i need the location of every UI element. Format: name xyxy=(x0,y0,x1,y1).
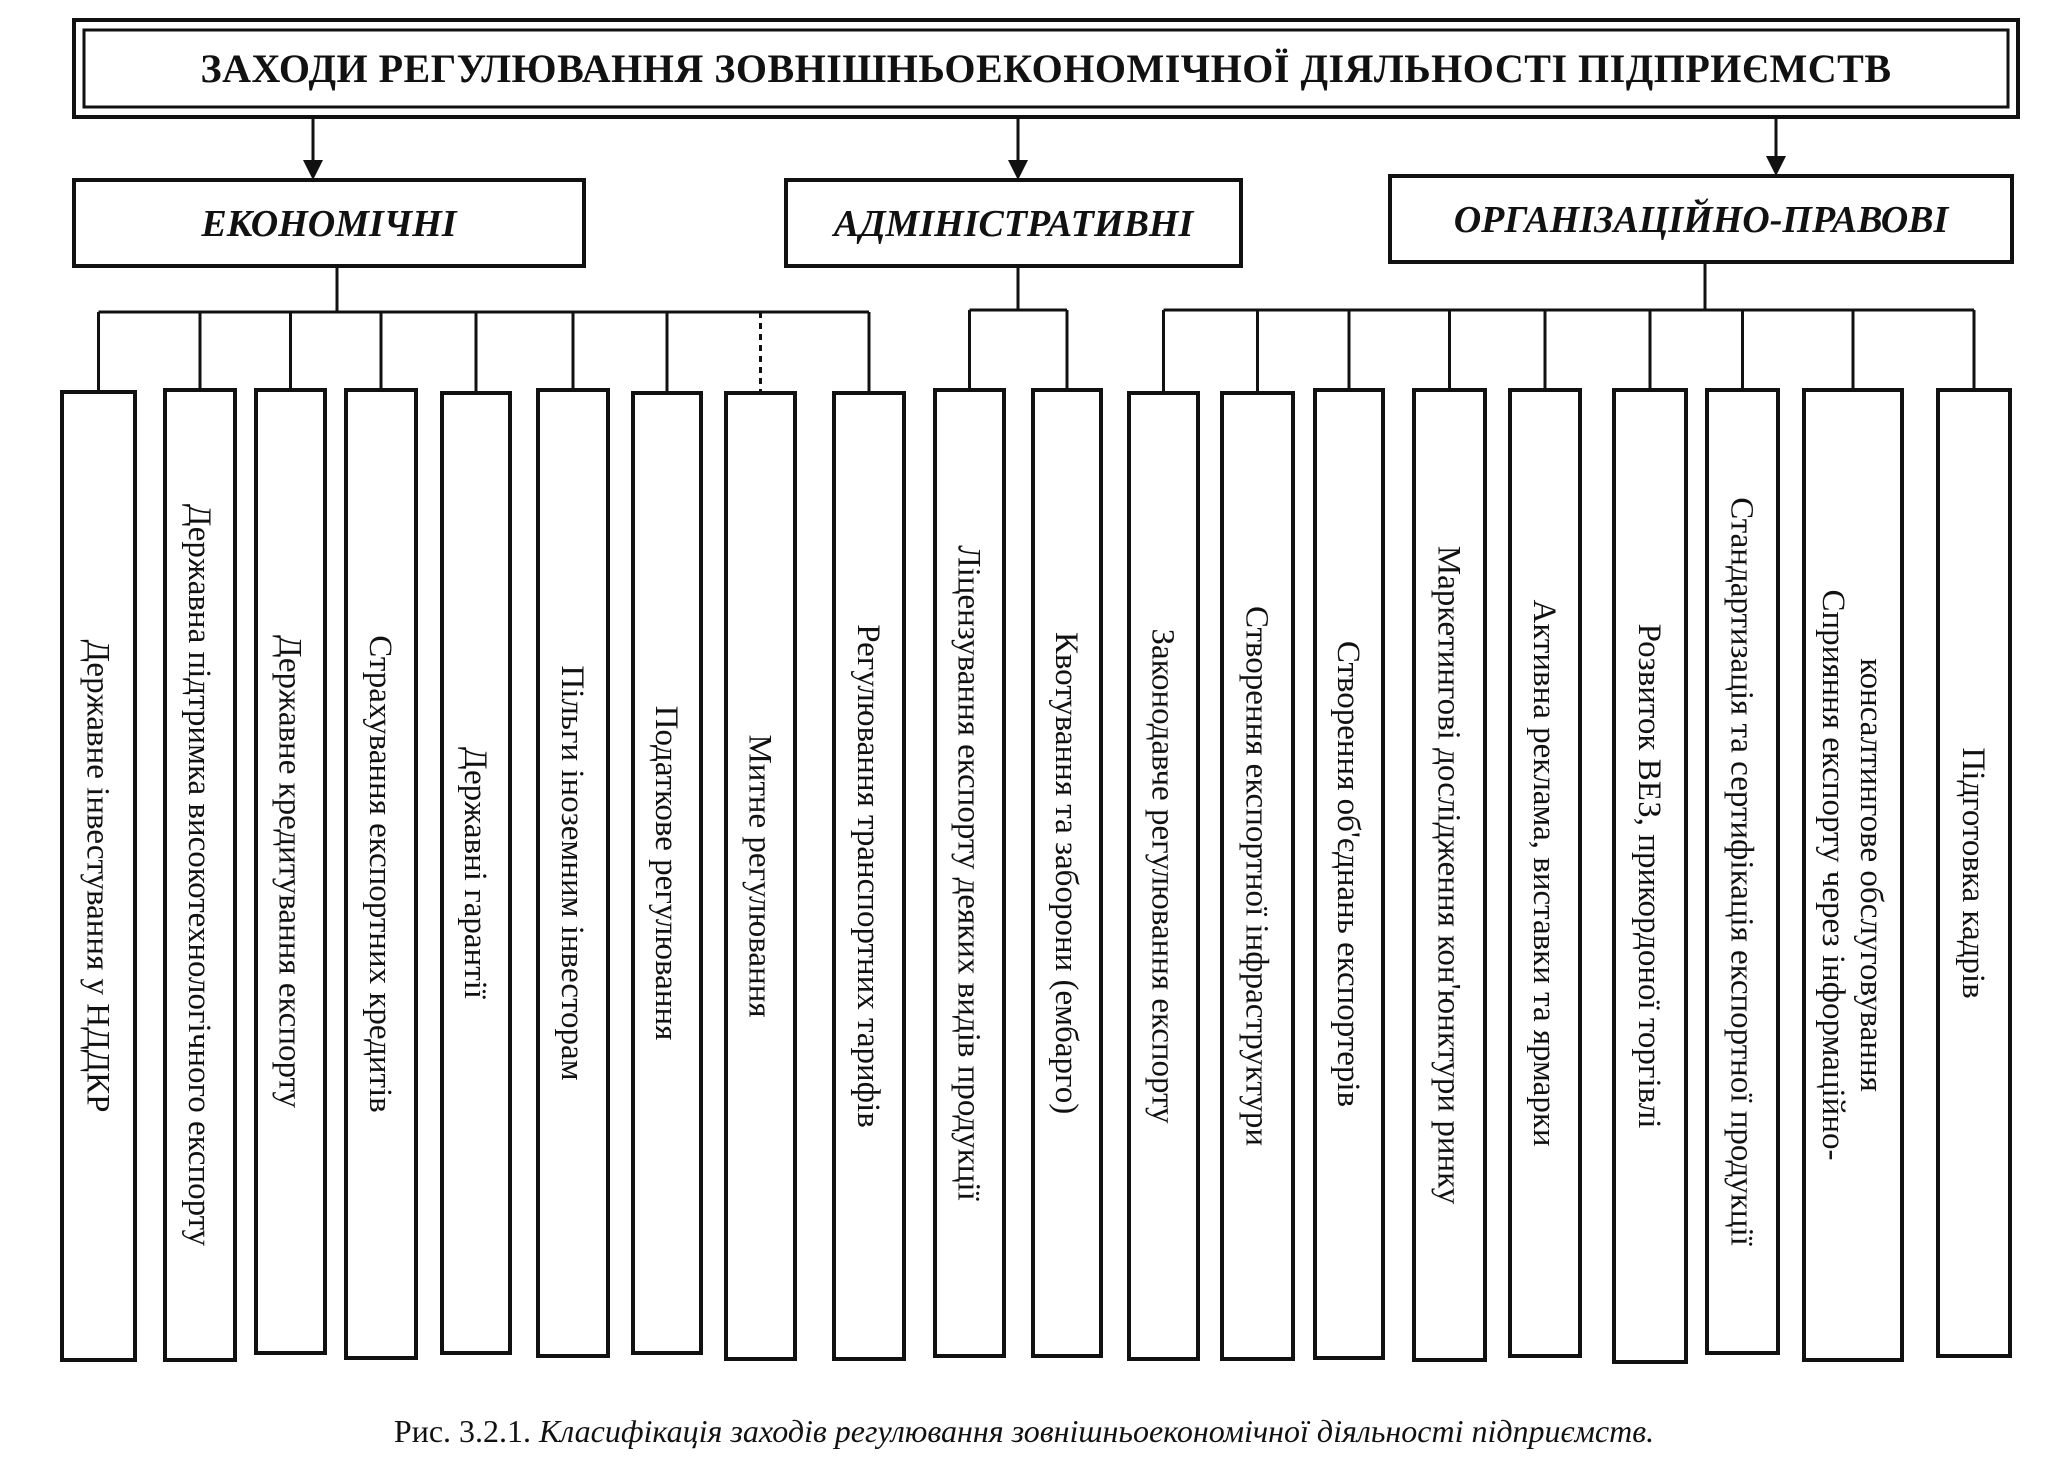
measure-box xyxy=(1804,390,1902,1360)
measure-label xyxy=(1145,628,1181,1124)
measure-label-line: Розвиток ВЕЗ, прикордоної торгівлі xyxy=(1631,623,1667,1129)
measure-box xyxy=(1315,390,1383,1358)
arrow-head xyxy=(1766,156,1786,176)
arrow-head xyxy=(303,160,323,180)
measure-label-line: Державне кредитування експорту xyxy=(271,634,308,1109)
measure-label xyxy=(951,545,987,1201)
measure-label-line: Квотування та заборони (ембарго) xyxy=(1048,631,1084,1115)
measure-label xyxy=(181,504,217,1247)
measure-box xyxy=(1510,390,1580,1356)
measure-label xyxy=(1431,546,1467,1205)
measure-box xyxy=(442,393,510,1353)
measure-label xyxy=(554,665,590,1080)
measure-label-line: Стандартизація та сертифікація експортної продукції xyxy=(1723,497,1760,1246)
measure-label-line: Маркетингові дослідження кон'юнктури ринку xyxy=(1430,545,1467,1205)
measure-label-line: Сприяння експорту через інформаційно- xyxy=(1815,589,1851,1161)
category-boxes xyxy=(74,176,2012,266)
measure-label-line: Податкове регулювання xyxy=(648,705,684,1041)
figure-caption xyxy=(394,1413,1654,1449)
category-label: ЕКОНОМІЧНІ xyxy=(201,203,457,245)
measure-label xyxy=(80,640,116,1113)
measure-box xyxy=(1414,390,1485,1360)
measure-box xyxy=(1222,393,1293,1359)
title-box xyxy=(74,20,2018,117)
measure-label xyxy=(1631,624,1667,1129)
measure-box xyxy=(1938,390,2010,1356)
measure-box xyxy=(346,390,416,1358)
measure-label-line: Регулювання транспортних тарифів xyxy=(850,624,886,1128)
measure-label xyxy=(850,624,886,1128)
measure-label xyxy=(457,747,493,1000)
category-label: ОРГАНІЗАЦІЙНО-ПРАВОВІ xyxy=(1453,199,1949,241)
category-box xyxy=(74,180,584,266)
measure-boxes xyxy=(62,390,2010,1362)
measure-label-line: Митне регулювання xyxy=(741,734,778,1018)
measure-label-line: Створення експортної інфраструктури xyxy=(1238,605,1275,1147)
measure-box xyxy=(1614,390,1686,1362)
measure-label-line: Державні гарантії xyxy=(457,747,493,999)
arrow-head xyxy=(1008,160,1028,180)
measure-label xyxy=(742,734,778,1017)
measure-label xyxy=(362,635,398,1112)
measure-box xyxy=(935,390,1004,1356)
measure-label-line: Підготовка кадрів xyxy=(1955,747,1991,999)
diagram-title: ЗАХОДИ РЕГУЛЮВАННЯ ЗОВНІШНЬОЕКОНОМІЧНОЇ ДІЯЛЬНОСТІ ПІДПРИЄМСТВ xyxy=(200,46,1892,91)
measure-label-line: консалтингове обслуговування xyxy=(1853,658,1889,1092)
measure-label xyxy=(1048,632,1084,1114)
category-box xyxy=(786,180,1241,266)
category-label: АДМІНІСТРАТИВНІ xyxy=(833,203,1194,245)
measure-box xyxy=(165,390,235,1360)
category-box xyxy=(1390,176,2012,262)
measure-label xyxy=(1526,599,1562,1146)
measure-box xyxy=(1129,393,1198,1359)
measure-label-line: Ліцензування експорту деяких видів продукції xyxy=(950,545,987,1201)
measure-box xyxy=(538,390,608,1356)
measure-box xyxy=(726,393,795,1359)
measure-label xyxy=(1955,747,1991,998)
measure-box xyxy=(62,392,135,1360)
measure-label xyxy=(648,706,684,1041)
measure-label xyxy=(1330,641,1366,1107)
measure-box xyxy=(834,393,904,1359)
measure-label-line: Створення об'єднань експортерів xyxy=(1330,640,1366,1108)
measure-label-line: Державне інвестування у НДДКР xyxy=(79,639,116,1113)
measure-label xyxy=(1239,606,1275,1146)
measure-label-line: Законодавче регулювання експорту xyxy=(1144,628,1181,1124)
measure-box xyxy=(1707,390,1778,1353)
measure-label xyxy=(272,635,308,1109)
caption-text: Класифікація заходів регулювання зовнішньоекономічної діяльності підприємств. xyxy=(539,1413,1655,1449)
measure-box xyxy=(633,393,701,1353)
measure-label-line: Активна реклама, виставки та ярмарки xyxy=(1526,599,1562,1147)
measure-label-line: Пільги іноземним інвесторам xyxy=(554,665,590,1081)
measure-box xyxy=(1033,390,1101,1356)
measure-box xyxy=(256,390,325,1353)
caption-prefix: Рис. 3.2.1. xyxy=(393,1413,540,1449)
measure-label xyxy=(1724,497,1760,1246)
measure-label-line: Державна підтримка високотехнологічного експорту xyxy=(181,503,217,1247)
measure-label-line: Страхування експортних кредитів xyxy=(362,635,398,1113)
